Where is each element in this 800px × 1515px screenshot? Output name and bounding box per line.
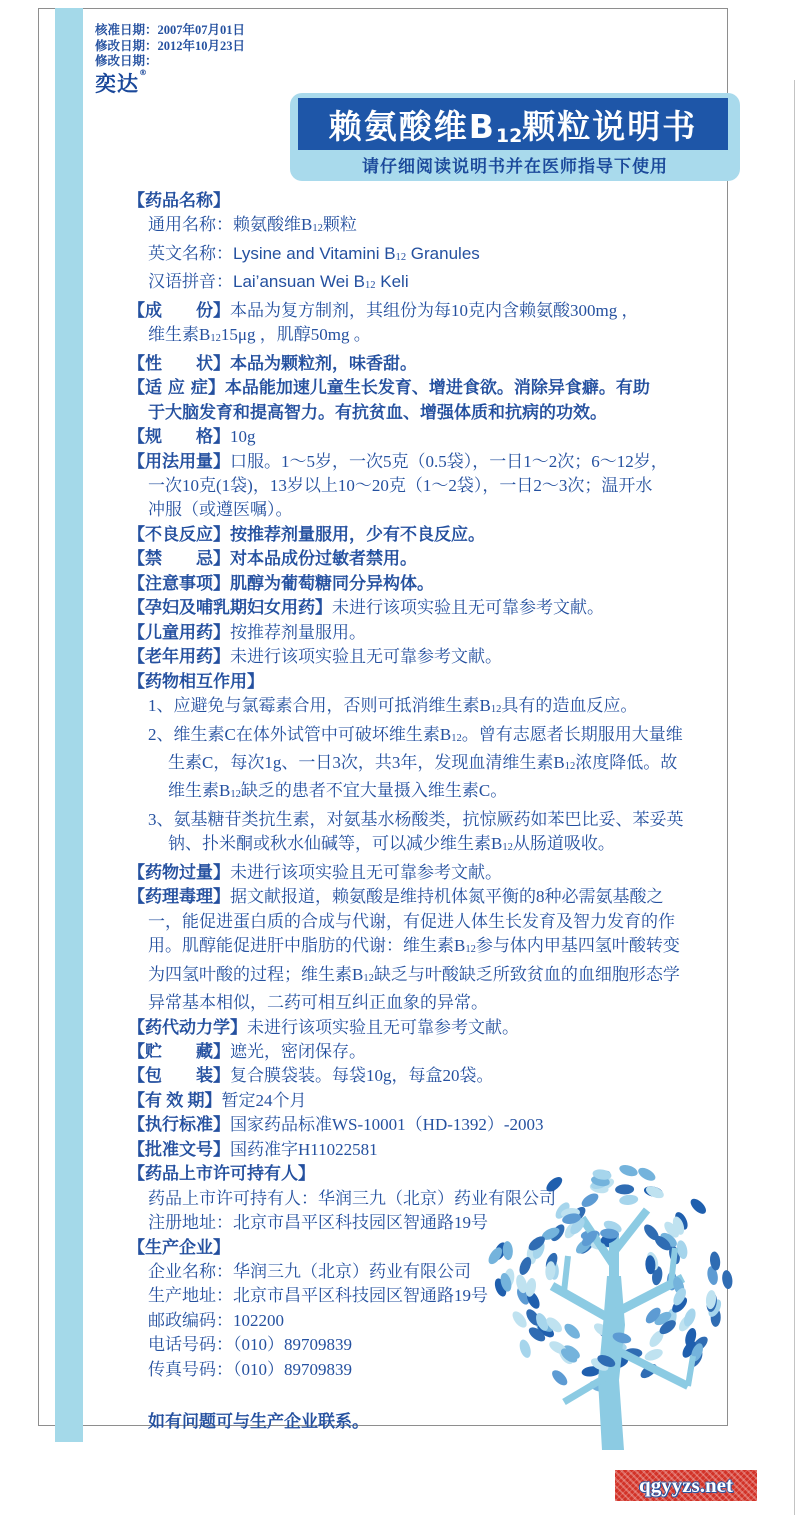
text-segment: Lysine and Vitamini B	[233, 243, 396, 263]
text-segment: 国药准字H11022581	[230, 1139, 378, 1159]
text-segment: 维生素B	[148, 325, 211, 345]
text-line	[128, 213, 694, 241]
revision-date-line-empty: 修改日期：	[95, 54, 158, 68]
text-line	[128, 1309, 694, 1333]
section-label: 【药代动力学】	[128, 1017, 247, 1037]
title-subscript: 12	[495, 124, 523, 147]
text-line	[128, 425, 694, 449]
text-line	[128, 1284, 694, 1308]
text-segment: 从肠道吸收。	[512, 834, 615, 854]
text-line	[128, 572, 694, 596]
text-segment: 未进行该项实验且无可靠参考文献。	[247, 1017, 519, 1037]
text-segment: 未进行该项实验且无可靠参考文献。	[230, 862, 502, 882]
section-label: 【批准文号】	[128, 1139, 230, 1159]
text-segment: 12	[564, 760, 576, 772]
text-segment: 暂定24个月	[221, 1090, 307, 1110]
text-segment: 通用名称：赖氨酸维B	[148, 215, 313, 235]
text-line	[128, 934, 694, 962]
title-pre: 赖氨酸维B	[328, 106, 496, 146]
text-segment: 12	[230, 789, 241, 801]
text-line	[128, 323, 694, 351]
text-segment: 复合膜袋装。每袋10g，每盒20袋。	[230, 1066, 494, 1086]
watermark-badge: qgyyzs.net	[615, 1470, 757, 1501]
text-segment: 企业名称：华润三九（北京）药业有限公司	[148, 1262, 471, 1282]
text-line	[128, 1333, 694, 1357]
text-line	[128, 299, 694, 323]
section-label: 【儿童用药】	[128, 622, 230, 642]
section-label: 【规 格】	[128, 427, 230, 447]
section-label: 【生产企业】	[128, 1237, 230, 1257]
text-segment: 2、维生素C在体外试管中可破坏维生素B	[148, 724, 452, 744]
text-segment: 用。肌醇能促进肝中脂肪的代谢：维生素B	[148, 936, 466, 956]
section-label: 【执行标准】	[128, 1115, 230, 1135]
text-line	[128, 808, 694, 832]
text-segment: 12	[451, 732, 462, 744]
text-line	[128, 723, 694, 751]
text-segment: 参与体内甲基四氢叶酸转变	[475, 936, 680, 956]
section-label: 【贮 藏】	[128, 1041, 230, 1061]
text-line	[128, 1410, 694, 1434]
title-bar	[298, 98, 728, 150]
text-segment: 15μg ，肌醇50mg 。	[220, 325, 371, 345]
text-segment: 1、应避免与氯霉素合用，否则可抵消维生素B	[148, 696, 491, 716]
text-segment: 未进行该项实验且无可靠参考文献。	[332, 598, 604, 618]
date-block	[95, 23, 245, 70]
section-label: 【有 效 期】	[128, 1090, 222, 1110]
text-line	[128, 1211, 694, 1235]
text-segment: 10g	[230, 427, 256, 447]
text-line	[128, 832, 694, 860]
text-segment: 维生素B	[168, 781, 231, 801]
text-segment: 如有问题可与生产企业联系。	[148, 1412, 369, 1433]
text-line	[128, 670, 694, 694]
text-line	[128, 1358, 694, 1382]
text-segment: 颗粒	[322, 215, 357, 235]
text-line	[128, 352, 694, 376]
section-label: 【不良反应】	[128, 524, 230, 545]
text-segment: 按推荐剂量服用，少有不良反应。	[230, 524, 485, 545]
text-segment: 生产地址：北京市昌平区科技园区智通路19号	[148, 1286, 488, 1306]
text-segment: 一次10克(1袋)，13岁以上10～20克（1～2袋），一日2～3次；温开水	[148, 475, 653, 495]
section-label: 【药品名称】	[128, 191, 230, 210]
leaflet-body	[128, 189, 694, 1435]
text-segment: 钠、扑米酮或秋水仙碱等，可以减少维生素B	[168, 834, 503, 854]
text-line	[128, 779, 694, 807]
text-segment: 12	[502, 842, 513, 854]
text-segment: 口服。1～5岁，一次5克（0.5袋），一日1～2次；6～12岁，	[230, 451, 668, 471]
text-line	[128, 376, 694, 400]
section-label: 【药理毒理】	[128, 887, 230, 907]
text-segment: 未进行该项实验且无可靠参考文献。	[230, 647, 502, 667]
page-title	[329, 101, 698, 148]
revision-date-line: 修改日期：2012年10月23日	[95, 38, 246, 53]
text-segment: 具有的造血反应。	[501, 696, 638, 716]
section-label: 【药物过量】	[128, 862, 230, 882]
text-segment: 注册地址：北京市昌平区科技园区智通路19号	[148, 1213, 488, 1233]
text-line	[128, 1162, 694, 1186]
text-segment: 3、氨基糖苷类抗生素，对氨基水杨酸类，抗惊厥药如苯巴比妥、苯妥英	[148, 809, 684, 829]
text-segment: 于大脑发育和提高智力。有抗贫血、增强体质和抗病的功效。	[148, 402, 607, 423]
text-segment: Keli	[375, 272, 409, 292]
text-segment: 电话号码：（010）89709839	[148, 1335, 352, 1355]
text-segment: 一，能促进蛋白质的合成与代谢，有促进人体生长发育及智力发育的作	[148, 911, 675, 931]
text-segment: 生素C，每次1g、一日3次，共3年，发现血清维生素B	[168, 752, 565, 772]
text-segment: 12	[395, 251, 407, 263]
text-segment: 对本品成份过敏者禁用。	[230, 549, 417, 570]
text-line	[128, 1064, 694, 1088]
text-line	[128, 270, 694, 298]
section-label: 【药物相互作用】	[128, 671, 264, 691]
leaf-shape	[721, 1269, 734, 1289]
section-label: 【药品上市许可持有人】	[128, 1164, 315, 1184]
text-segment: 国家药品标准WS-10001（HD-1392）-2003	[230, 1115, 544, 1135]
text-line	[128, 474, 694, 498]
text-line	[128, 885, 694, 909]
title-banner	[290, 93, 740, 181]
text-segment: 12	[465, 944, 476, 956]
text-segment: 冲服（或遵医嘱）。	[148, 500, 293, 520]
brand-logo	[95, 68, 148, 98]
text-line	[128, 1187, 694, 1211]
text-line	[128, 963, 694, 991]
text-line	[128, 1089, 694, 1113]
text-line	[128, 1260, 694, 1284]
section-label: 【老年用药】	[128, 647, 230, 667]
text-line	[128, 910, 694, 934]
text-segment: 缺乏的患者不宜大量摄入维生素C。	[240, 781, 508, 801]
brand-name: 奕达	[95, 72, 139, 96]
approval-date-line: 核准日期：2007年07月01日	[95, 23, 246, 37]
text-line	[128, 523, 694, 547]
scan-edge-line	[794, 80, 795, 1515]
section-label: 【成 份】	[128, 300, 230, 320]
text-line	[128, 1016, 694, 1040]
section-label: 【注意事项】	[128, 573, 230, 594]
text-line	[128, 547, 694, 571]
text-segment: 遮光，密闭保存。	[230, 1041, 366, 1061]
section-label: 【用法用量】	[128, 451, 230, 471]
text-segment: 12	[312, 223, 323, 235]
text-segment: 汉语拼音：	[148, 272, 233, 292]
text-segment: 本品为颗粒剂，味香甜。	[230, 353, 417, 374]
section-label: 【禁 忌】	[128, 549, 230, 570]
text-line	[128, 861, 694, 885]
text-segment: 12	[490, 704, 502, 716]
text-line	[128, 751, 694, 779]
text-line	[128, 498, 694, 522]
section-label: 【孕妇及哺乳期妇女用药】	[128, 598, 332, 618]
text-segment: 12	[365, 280, 376, 292]
text-segment: 本品为复方制剂，其组份为每10克内含赖氨酸300mg ，	[230, 300, 639, 320]
text-line	[128, 189, 694, 213]
text-segment: Granules	[406, 243, 480, 263]
text-segment: 据文献报道，赖氨酸是维持机体氮平衡的8种必需氨基酸之	[230, 887, 664, 907]
text-line	[128, 401, 694, 425]
text-segment: 。曾有志愿者长期服用大量维	[461, 724, 683, 744]
text-segment: 本品能加速儿童生长发育、增进食欲。消除异食癖。有助	[224, 378, 650, 399]
registered-mark-icon: ®	[139, 68, 148, 77]
text-line	[128, 1113, 694, 1137]
text-line	[128, 1040, 694, 1064]
read-carefully-note: 请仔细阅读说明书并在医师指导下使用	[362, 156, 668, 177]
text-segment: 为四氢叶酸的过程；维生素B	[148, 964, 364, 984]
text-segment: 异常基本相似，二药可相互纠正血象的异常。	[148, 993, 488, 1013]
section-label: 【包 装】	[128, 1066, 230, 1086]
section-label: 【性 状】	[128, 353, 230, 374]
text-line	[128, 621, 694, 645]
text-segment: 按推荐剂量服用。	[230, 622, 366, 642]
text-segment: 12	[363, 972, 374, 984]
text-segment: 药品上市许可持有人：华润三九（北京）药业有限公司	[148, 1188, 556, 1208]
text-segment: 邮政编码：102200	[148, 1310, 284, 1330]
text-segment: 英文名称：	[148, 243, 233, 263]
text-segment: 12	[210, 333, 221, 345]
spacer	[128, 1382, 694, 1410]
text-line	[128, 694, 694, 722]
title-post: 颗粒说明书	[522, 106, 698, 146]
text-segment: 肌醇为葡萄糖同分异构体。	[230, 573, 434, 594]
text-line	[128, 1236, 694, 1260]
text-segment: 缺乏与叶酸缺乏所致贫血的血细胞形态学	[373, 964, 680, 984]
text-line	[128, 991, 694, 1015]
left-accent-bar	[55, 8, 83, 1442]
section-label: 【适 应 症】	[128, 378, 225, 399]
text-line	[128, 450, 694, 474]
text-line	[128, 645, 694, 669]
text-line	[128, 1138, 694, 1162]
text-line	[128, 242, 694, 270]
text-segment: 浓度降低。故	[575, 752, 678, 772]
text-line	[128, 596, 694, 620]
text-segment: Lai’ansuan Wei B	[233, 272, 365, 292]
text-segment: 传真号码：（010）89709839	[148, 1359, 352, 1379]
